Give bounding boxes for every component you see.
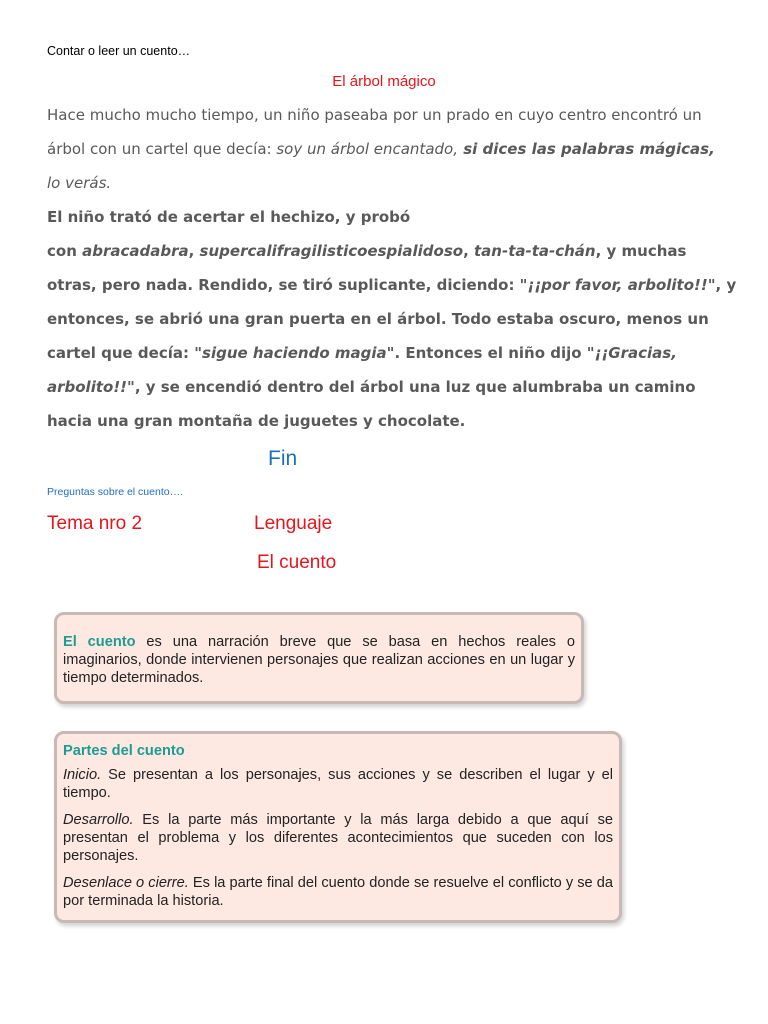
story-line: árbol con un cartel que decía: soy un árbol encantado, si dices las palabras mágicas, xyxy=(47,140,715,158)
definition-term: El cuento xyxy=(63,634,136,650)
subject-label: Lenguaje xyxy=(254,513,333,534)
part-text: Es la parte más importante y la más larga debido a que aquí se presentan el problema y los diferentes acontecimientos que suceden con los personajes. xyxy=(63,812,613,864)
fin-label: Fin xyxy=(268,447,298,470)
story-line: El niño trató de acertar el hechizo, y probó xyxy=(47,208,411,226)
story-title: El árbol mágico xyxy=(332,73,436,90)
parts-box xyxy=(54,731,622,923)
definition-text: es una narración breve que se basa en hechos reales o imaginarios, donde intervienen personajes que realizan acciones en un lugar y tiempo determinados. xyxy=(63,634,575,686)
part-name: Inicio. xyxy=(63,767,102,783)
story-line: otras, pero nada. Rendido, se tiró suplicante, diciendo: "¡¡por favor, arbolito!!", y xyxy=(47,276,737,294)
definition-box xyxy=(54,612,584,704)
topic-title: El cuento xyxy=(257,552,337,573)
questions-label: Preguntas sobre el cuento…. xyxy=(47,486,183,498)
intro-line: Contar o leer un cuento… xyxy=(47,44,191,58)
part-item xyxy=(63,811,613,865)
story-line: hacia una gran montaña de juguetes y chocolate. xyxy=(47,412,466,430)
part-item xyxy=(63,874,613,910)
part-name: Desarrollo. xyxy=(63,812,134,828)
story-line: arbolito!!", y se encendió dentro del árbol una luz que alumbraba un camino xyxy=(47,378,696,396)
part-text: Se presentan a los personajes, sus acciones y se describen el lugar y el tiempo. xyxy=(63,767,613,801)
topic-number: Tema nro 2 xyxy=(47,513,143,534)
story-line: Hace mucho mucho tiempo, un niño paseaba por un prado en cuyo centro encontró un xyxy=(47,106,702,124)
part-name: Desenlace o cierre. xyxy=(63,875,189,891)
parts-heading: Partes del cuento xyxy=(63,743,185,759)
story-line: entonces, se abrió una gran puerta en el árbol. Todo estaba oscuro, menos un xyxy=(47,310,709,328)
part-text: Es la parte final del cuento donde se resuelve el conflicto y se da por terminada la historia. xyxy=(63,875,613,909)
story-line: con abracadabra, supercalifragilisticoespialidoso, tan-ta-ta-chán, y muchas xyxy=(47,242,687,260)
story-line: cartel que decía: "sigue haciendo magia". Entonces el niño dijo "¡¡Gracias, xyxy=(47,344,677,362)
story-text xyxy=(47,98,737,438)
part-item xyxy=(63,766,613,802)
story-line: lo verás. xyxy=(47,174,112,192)
